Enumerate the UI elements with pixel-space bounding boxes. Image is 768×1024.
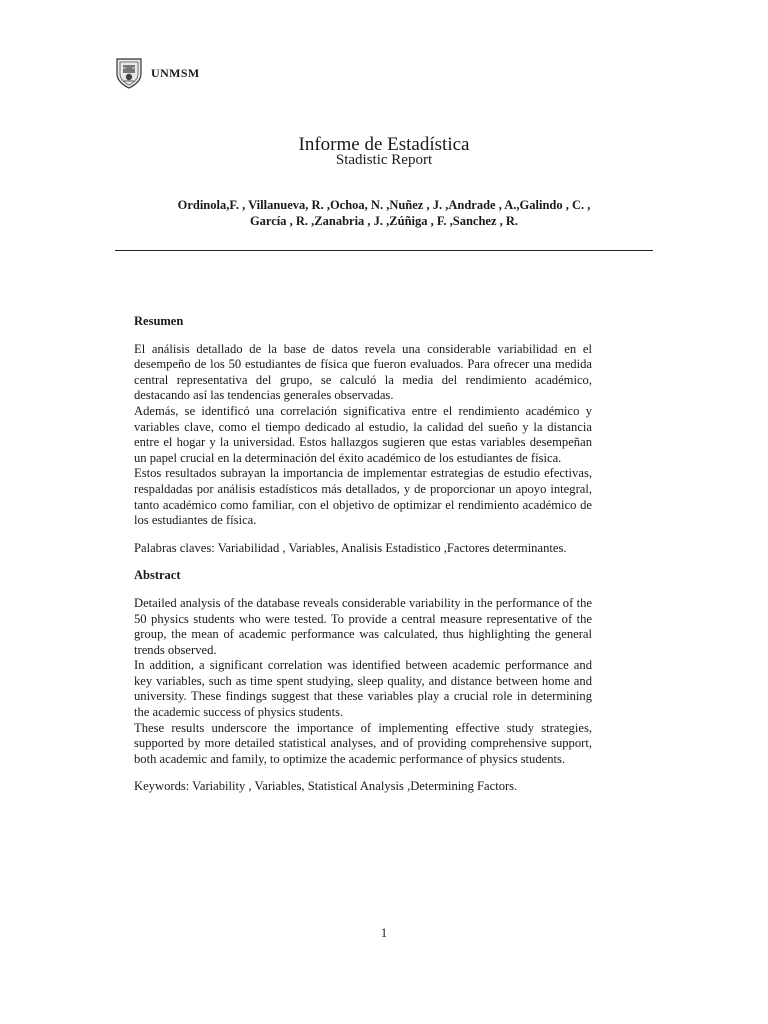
document-header [114,56,200,90]
document-title: Informe de Estadística [298,134,470,155]
document-body [134,314,592,795]
university-seal-icon [114,56,144,90]
abstract-heading: Abstract [134,568,181,583]
document-subtitle: Stadistic Report [335,152,433,168]
institution-name: UNMSM [151,65,200,80]
resumen-paragraph: Estos resultados subrayan la importancia de implementar estrategias de estudio efectivas, respaldadas por análisis estadísticos más detallados, y de proporcionar un apoyo integral, tanto académico como familiar, con el objetivo de optimizar el rendimiento académico de los estudiantes de física. [134,466,592,528]
resumen-keywords: Palabras claves: Variabilidad , Variables, Analisis Estadistico ,Factores determinantes. [134,540,567,555]
author-list [110,197,658,229]
abstract-keywords: Keywords: Variability , Variables, Statistical Analysis ,Determining Factors. [134,779,518,794]
abstract-paragraph: In addition, a significant correlation was identified between academic performance and key variables, such as time spent studying, sleep quality, and distance between home and university. These findings suggest that these variables play a crucial role in determining the academic success of physics students. [134,658,592,720]
resumen-heading: Resumen [134,314,184,328]
header-divider [115,250,653,251]
author-line: García , R. ,Zanabria , J. ,Zúñiga , F. ,Sanchez , R. [249,214,519,228]
page-number: 1 [380,926,388,940]
resumen-paragraph: Además, se identificó una correlación significativa entre el rendimiento académico y variables clave, como el tiempo dedicado al estudio, la calidad del sueño y la distancia entre el hogar y la universidad. Estos hallazgos sugieren que estas variables desempeñan un papel crucial en la determinación del éxito académico de los estudiantes de física. [134,403,592,465]
author-line: Ordinola,F. , Villanueva, R. ,Ochoa, N. ,Nuñez , J. ,Andrade , A.,Galindo , C. , [177,198,591,212]
abstract-paragraph: These results underscore the importance of implementing effective study strategies, supported by more detailed statistical analyses, and of providing comprehensive support, both academic and family, to optimize the academic performance of physics students. [134,720,592,766]
abstract-paragraph: Detailed analysis of the database reveals considerable variability in the performance of the 50 physics students who were tested. To provide a central measure representative of the group, the mean of academic performance was calculated, thus highlighting the general trends observed. [134,595,592,657]
resumen-paragraph: El análisis detallado de la base de datos revela una considerable variabilidad en el desempeño de los 50 estudiantes de física que fueron evaluados. Para ofrecer una medida central representativa del grupo, se calculó la media del rendimiento académico, destacando así las tendencias generales observadas. [134,341,592,403]
